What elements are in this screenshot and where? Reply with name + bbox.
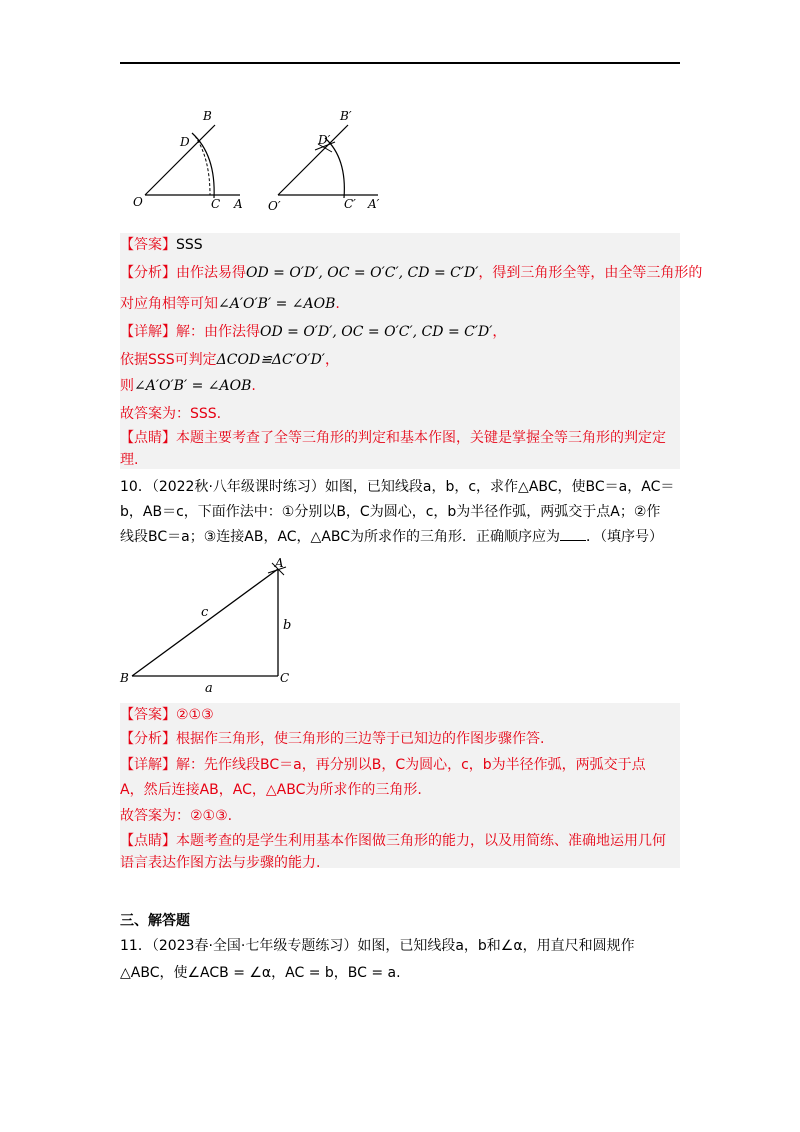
q10-line2: b，AB＝c，下面作法中：①分别以B，C为圆心，c，b为半径作弧，两弧交于点A；②作 bbox=[120, 504, 661, 520]
q10-comment-line2: 语言表达作图方法与步骤的能力. bbox=[120, 855, 321, 871]
q9-fig1-label-A: A bbox=[234, 197, 243, 211]
analysis-math: OD = O′D′, OC = O′C′, CD = C′D′ bbox=[246, 265, 479, 281]
q10-figure bbox=[118, 555, 308, 695]
q10-comment-line1 bbox=[120, 832, 666, 850]
q9-answer-block bbox=[120, 233, 703, 469]
q10-label-A: A bbox=[275, 556, 284, 570]
analysis-post: ，得到三角形全等，由全等三角形的 bbox=[478, 265, 703, 281]
q9-answer-line bbox=[120, 236, 203, 254]
q10-label-B: B bbox=[120, 671, 129, 685]
comment-text: 本题考查的是学生利用基本作图做三角形的能力，以及用简练、准确地运用几何 bbox=[176, 833, 666, 849]
q10-label-C: C bbox=[280, 671, 290, 685]
q10-label-a: a bbox=[205, 681, 213, 695]
q10-final-line: 故答案为：②①③. bbox=[120, 808, 233, 824]
q9-fig2-label-B: B′ bbox=[340, 109, 352, 123]
q10-line3-pre: 线段BC＝a；③连接AB，AC，△ABC为所求作的三角形．正确顺序应为 bbox=[120, 529, 561, 545]
detail-math: OD = O′D′, OC = O′C′, CD = C′D′ bbox=[260, 324, 493, 340]
q9-comment-line1 bbox=[120, 429, 666, 447]
q10-line1: 10．（2022秋·八年级课时练习）如图，已知线段a，b，c，求作△ABC，使BC＝a，AC＝ bbox=[120, 479, 675, 495]
detail-tag: 【详解】 bbox=[120, 757, 176, 773]
q9-fig2 bbox=[268, 109, 380, 213]
analysis-line2-math: ∠A′O′B′ = ∠AOB bbox=[218, 296, 336, 312]
q10-detail-line2: A，然后连接AB，AC，△ABC为所求作的三角形. bbox=[120, 782, 422, 798]
q9-fig1-label-C: C bbox=[211, 197, 221, 211]
q9-fig2-label-O: O′ bbox=[268, 199, 281, 213]
q10-analysis-line bbox=[120, 730, 544, 748]
comment-text: 本题主要考查了全等三角形的判定和基本作图，关键是掌握全等三角形的判定定 bbox=[176, 430, 666, 446]
answer-text: ②①③ bbox=[176, 707, 214, 723]
detail-line3-post: . bbox=[251, 378, 256, 394]
q10-label-c: c bbox=[201, 605, 209, 620]
comment-tag: 【点睛】 bbox=[120, 430, 176, 446]
q9-detail-line2 bbox=[120, 351, 339, 369]
detail-line2-post: ， bbox=[325, 352, 339, 368]
q11-line1: 11．（2023春·全国·七年级专题练习）如图，已知线段a，b和∠α，用直尺和圆规作 bbox=[120, 938, 635, 954]
analysis-pre: 由作法易得 bbox=[176, 265, 246, 281]
answer-tag: 【答案】 bbox=[120, 237, 176, 253]
q9-detail-line3 bbox=[120, 377, 256, 395]
q9-analysis-line2 bbox=[120, 295, 340, 313]
section-title: 三、解答题 bbox=[120, 913, 190, 929]
answer-text: SSS bbox=[176, 237, 203, 253]
detail-line3-math: ∠A′O′B′ = ∠AOB bbox=[134, 378, 252, 394]
q9-fig2-label-A: A′ bbox=[368, 197, 380, 211]
q9-fig2-label-D: D′ bbox=[318, 133, 331, 147]
q10-answer-line bbox=[120, 706, 214, 724]
answer-blank bbox=[560, 528, 586, 541]
q11-line2: △ABC，使∠ACB = ∠α，AC = b，BC = a. bbox=[120, 965, 401, 981]
q10-answer-block bbox=[120, 703, 680, 871]
q10-line3 bbox=[120, 528, 663, 546]
q9-comment-line2: 理. bbox=[120, 452, 139, 468]
analysis-tag: 【分析】 bbox=[120, 731, 176, 747]
comment-tag: 【点睛】 bbox=[120, 833, 176, 849]
q9-final-line: 故答案为：SSS. bbox=[120, 406, 222, 422]
detail-text: 解：先作线段BC＝a，再分别以B，C为圆心，c，b为半径作弧，两弧交于点 bbox=[176, 757, 646, 773]
analysis-line2-pre: 对应角相等可知 bbox=[120, 296, 218, 312]
detail-pre: 解：由作法得 bbox=[176, 324, 260, 340]
q9-detail-line1 bbox=[120, 323, 506, 341]
answer-tag: 【答案】 bbox=[120, 707, 176, 723]
analysis-line2-post: . bbox=[335, 296, 340, 312]
detail-line3-pre: 则 bbox=[120, 378, 134, 394]
q9-fig2-label-C: C′ bbox=[344, 197, 356, 211]
detail-line2-math: ΔCOD≌ΔC′O′D′ bbox=[216, 352, 325, 368]
q9-analysis-line1 bbox=[120, 264, 702, 282]
q10-line3-post: ．（填序号） bbox=[586, 529, 664, 545]
detail-post: ， bbox=[492, 324, 507, 340]
q9-fig1-label-D: D bbox=[180, 135, 190, 149]
q10-detail-line1 bbox=[120, 756, 646, 774]
q9-fig1-label-O: O bbox=[133, 195, 143, 209]
header-rule bbox=[120, 62, 680, 64]
q9-fig1 bbox=[133, 109, 243, 211]
detail-line2-pre: 依据SSS可判定 bbox=[120, 352, 217, 368]
q9-fig1-label-B: B bbox=[203, 109, 212, 123]
analysis-text: 根据作三角形，使三角形的三边等于已知边的作图步骤作答. bbox=[176, 731, 545, 747]
q10-label-b: b bbox=[283, 618, 292, 633]
analysis-tag: 【分析】 bbox=[120, 265, 176, 281]
detail-tag: 【详解】 bbox=[120, 324, 176, 340]
q9-figures bbox=[120, 100, 400, 215]
